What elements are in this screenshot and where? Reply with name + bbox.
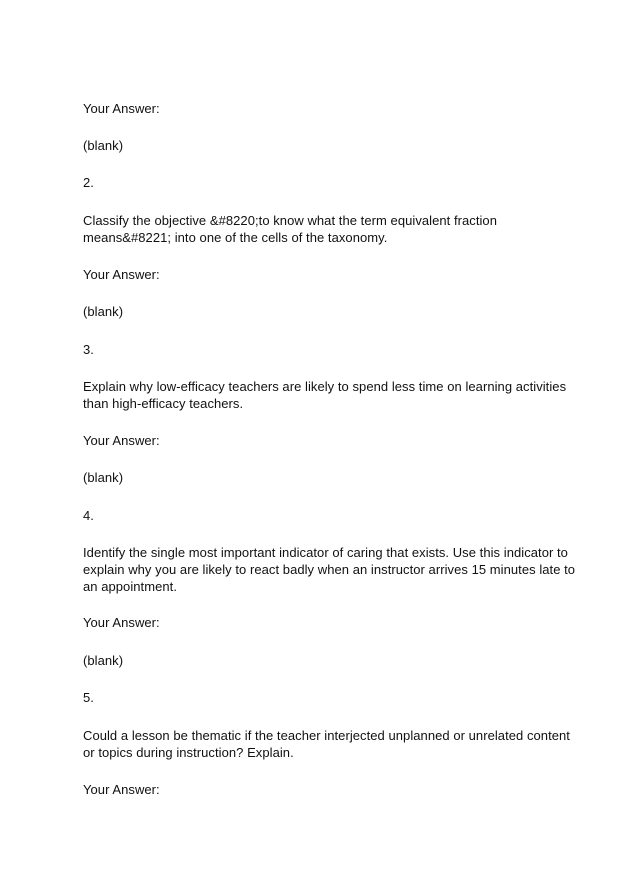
question-number-4: 4.: [83, 508, 94, 523]
question-number-3: 3.: [83, 342, 94, 357]
question-text-5: Could a lesson be thematic if the teacher interjected unplanned or unrelated content or topics during instruction? Explain.: [83, 728, 570, 760]
answer-value-1: (blank): [83, 138, 124, 153]
question-text-4: Identify the single most important indicator of caring that exists. Use this indicator to explain why you are likely to react badly when an instructor arrives 15 minutes late to an appointment.: [83, 545, 576, 594]
answer-label-1: Your Answer:: [83, 101, 160, 116]
answer-label-5: Your Answer:: [83, 782, 160, 797]
question-number-2: 2.: [83, 175, 94, 190]
answer-label-4: Your Answer:: [83, 615, 160, 630]
answer-value-4: (blank): [83, 653, 124, 668]
answer-value-3: (blank): [83, 470, 124, 485]
question-text-2: Classify the objective &#8220;to know what the term equivalent fraction means&#8221; into one of the cells of the taxonomy.: [83, 213, 497, 245]
question-number-5: 5.: [83, 690, 94, 705]
answer-label-2: Your Answer:: [83, 267, 160, 282]
question-text-3: Explain why low-efficacy teachers are likely to spend less time on learning activities than high-efficacy teachers.: [83, 379, 567, 411]
answer-label-3: Your Answer:: [83, 433, 160, 448]
answer-value-2: (blank): [83, 304, 124, 319]
